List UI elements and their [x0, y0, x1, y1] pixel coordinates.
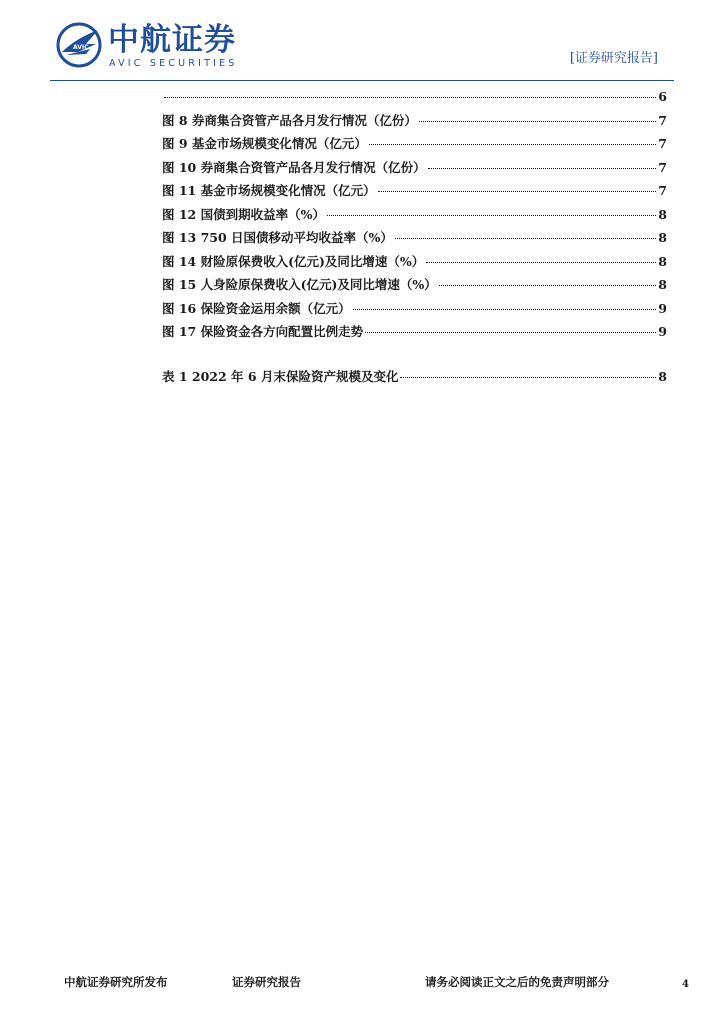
toc-leader-dots [353, 309, 657, 310]
toc-entry-page: 6 [658, 89, 667, 104]
page-header [0, 0, 724, 82]
toc-entry-title: 图 11 基金市场规模变化情况（亿元） [162, 183, 376, 198]
toc-entry-title: 表 1 2022 年 6 月末保险资产规模及变化 [162, 368, 399, 384]
toc-entry[interactable] [162, 300, 667, 324]
toc-entry-page: 8 [658, 368, 667, 384]
toc-entry-page: 8 [658, 230, 667, 245]
footer-publisher: 中航证券研究所发布 [64, 975, 168, 989]
toc-entry-title: 图 10 券商集合资管产品各月发行情况（亿份） [162, 159, 426, 175]
table-of-contents [162, 88, 667, 391]
toc-leader-dots [327, 215, 656, 216]
toc-entry[interactable] [162, 182, 667, 206]
header-divider [50, 80, 674, 81]
toc-entry-page: 8 [658, 253, 667, 269]
toc-leader-dots [400, 377, 656, 378]
toc-leader-dots [439, 285, 656, 286]
toc-entry-title: 图 17 保险资金各方向配置比例走势 [162, 324, 364, 339]
toc-entry[interactable] [162, 368, 667, 392]
toc-section-gap [162, 347, 667, 368]
toc-entry[interactable] [162, 323, 667, 347]
toc-entry[interactable] [162, 88, 667, 112]
toc-leader-dots [428, 168, 657, 169]
footer-report-type: 证券研究报告 [232, 975, 301, 989]
toc-leader-dots [426, 262, 656, 263]
avic-plane-logo-icon [56, 22, 102, 68]
toc-entry[interactable] [162, 229, 667, 253]
toc-entry-page: 8 [658, 277, 667, 292]
toc-leader-dots [164, 97, 656, 98]
toc-entry-page: 9 [658, 300, 667, 316]
toc-entry-page: 7 [658, 136, 667, 151]
toc-entry[interactable] [162, 159, 667, 183]
logo-english-name: AVIC SECURITIES [109, 58, 238, 69]
toc-entry-page: 7 [658, 159, 667, 175]
report-type-tag: [证券研究报告] [569, 51, 658, 66]
figure-list [162, 88, 667, 347]
toc-entry-page: 8 [658, 206, 667, 222]
toc-entry-page: 7 [658, 112, 667, 128]
toc-entry[interactable] [162, 112, 667, 136]
toc-entry-title: 图 16 保险资金运用余额（亿元） [162, 300, 351, 316]
page-number: 4 [682, 979, 689, 990]
toc-entry[interactable] [162, 276, 667, 300]
toc-entry-page: 9 [658, 324, 667, 339]
toc-entry-title: 图 15 人身险原保费收入(亿元)及同比增速（%） [162, 277, 437, 292]
toc-leader-dots [419, 121, 656, 122]
toc-leader-dots [369, 144, 656, 145]
avic-logo [56, 22, 246, 70]
toc-entry-title: 图 12 国债到期收益率（%） [162, 206, 325, 222]
footer-disclaimer-note: 请务必阅读正文之后的免责声明部分 [425, 975, 609, 989]
toc-leader-dots [395, 238, 656, 239]
toc-entry-title: 图 14 财险原保费收入(亿元)及同比增速（%） [162, 253, 425, 269]
logo-mark-text: AVIC [73, 44, 89, 51]
table-list [162, 368, 667, 392]
toc-entry[interactable] [162, 135, 667, 159]
toc-entry-title: 图 9 基金市场规模变化情况（亿元） [162, 136, 367, 151]
toc-leader-dots [365, 332, 656, 333]
toc-leader-dots [378, 191, 657, 192]
toc-entry[interactable] [162, 206, 667, 230]
toc-entry-title: 图 13 750 日国债移动平均收益率（%） [162, 230, 393, 245]
toc-entry-title: 图 8 券商集合资管产品各月发行情况（亿份） [162, 112, 417, 128]
toc-entry[interactable] [162, 253, 667, 277]
toc-entry-page: 7 [658, 183, 667, 198]
logo-chinese-name: 中航证券 [108, 22, 236, 58]
